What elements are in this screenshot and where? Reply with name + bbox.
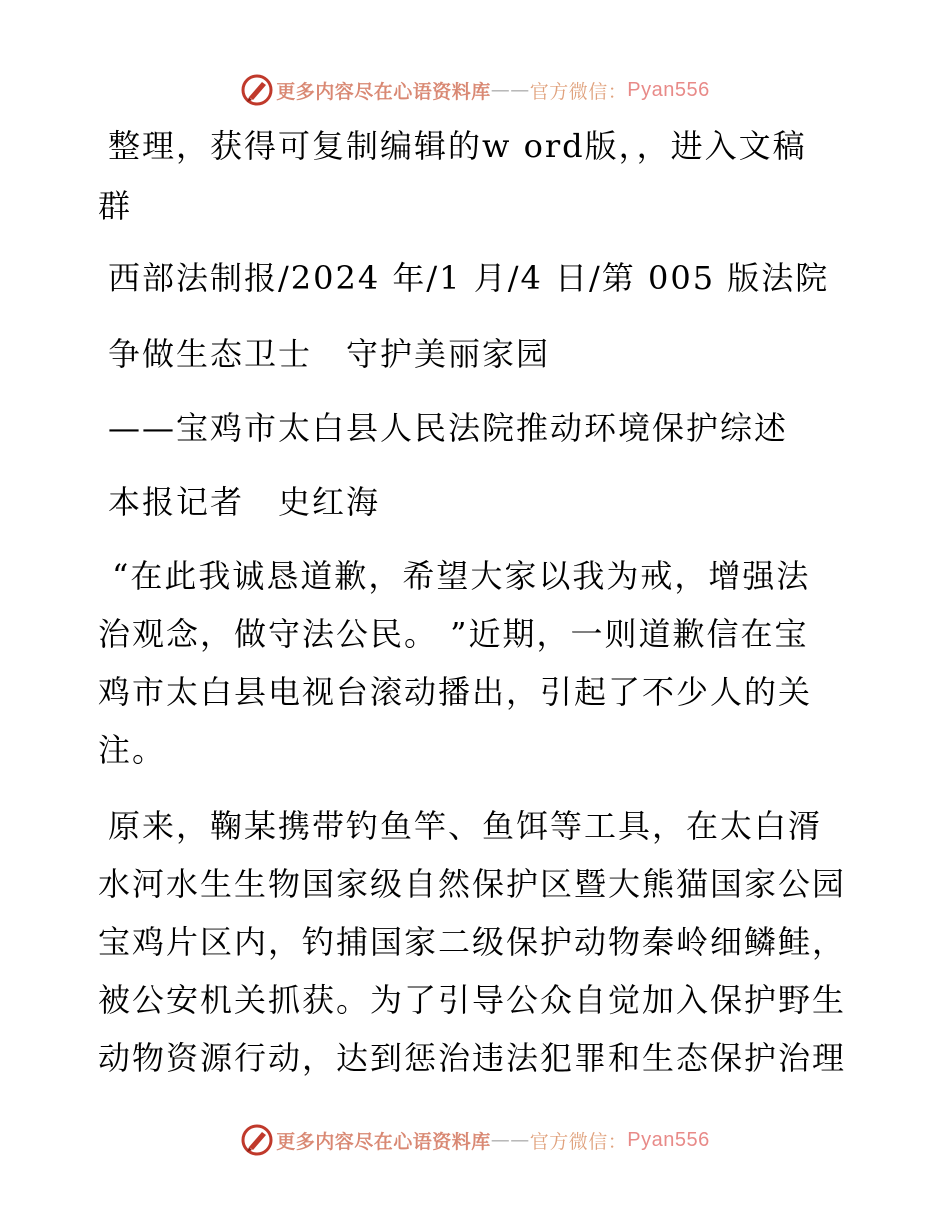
paragraph-line: 原来，鞠某携带钓鱼竿、鱼饵等工具，在太白湑 [108,807,823,845]
byline: 本报记者 史红海 [108,483,381,521]
watermark-wechat-label: 官方微信： [529,1130,628,1153]
watermark-wechat-label: 官方微信： [529,80,628,103]
pen-logo-icon [240,1123,274,1157]
watermark-wechat-id: Pyan556 [627,1128,710,1151]
watermark-separator: —— [490,79,530,101]
paragraph-line: 注。 [98,731,167,769]
intro-line-1: 整理，获得可复制编辑的w ord版，，进入文稿 [108,127,807,165]
watermark-main-text: 更多内容尽在心语资料库 [276,80,491,103]
watermark-main-text: 更多内容尽在心语资料库 [276,1130,491,1153]
paragraph-line: 宝鸡片区内，钓捕国家二级保护动物秦岭细鳞鲑， [98,923,847,961]
paragraph-line: 被公安机关抓获。为了引导公众自觉加入保护野生 [98,981,847,1019]
headline: 争做生态卫士 守护美丽家园 [108,335,551,373]
watermark-banner-bottom [0,1122,950,1158]
watermark-separator: —— [490,1129,530,1151]
subheadline: ——宝鸡市太白县人民法院推动环境保护综述 [108,409,789,447]
paragraph-line: “在此我诚恳道歉，希望大家以我为戒，增强法 [112,557,811,595]
watermark-banner-top [0,72,950,108]
pen-logo-icon [240,73,274,107]
paragraph-line: 水河水生生物国家级自然保护区暨大熊猫国家公园 [98,865,847,903]
paragraph-line: 鸡市太白县电视台滚动播出，引起了不少人的关 [98,673,813,711]
watermark-wechat-id: Pyan556 [627,78,710,101]
source-line: 西部法制报/2024 年/1 月/4 日/第 005 版法院 [108,259,830,297]
paragraph-line: 动物资源行动，达到惩治违法犯罪和生态保护治理 [98,1039,847,1077]
paragraph-line: 治观念，做守法公民。 ”近期，一则道歉信在宝 [98,615,809,653]
intro-line-2: 群 [98,187,133,225]
